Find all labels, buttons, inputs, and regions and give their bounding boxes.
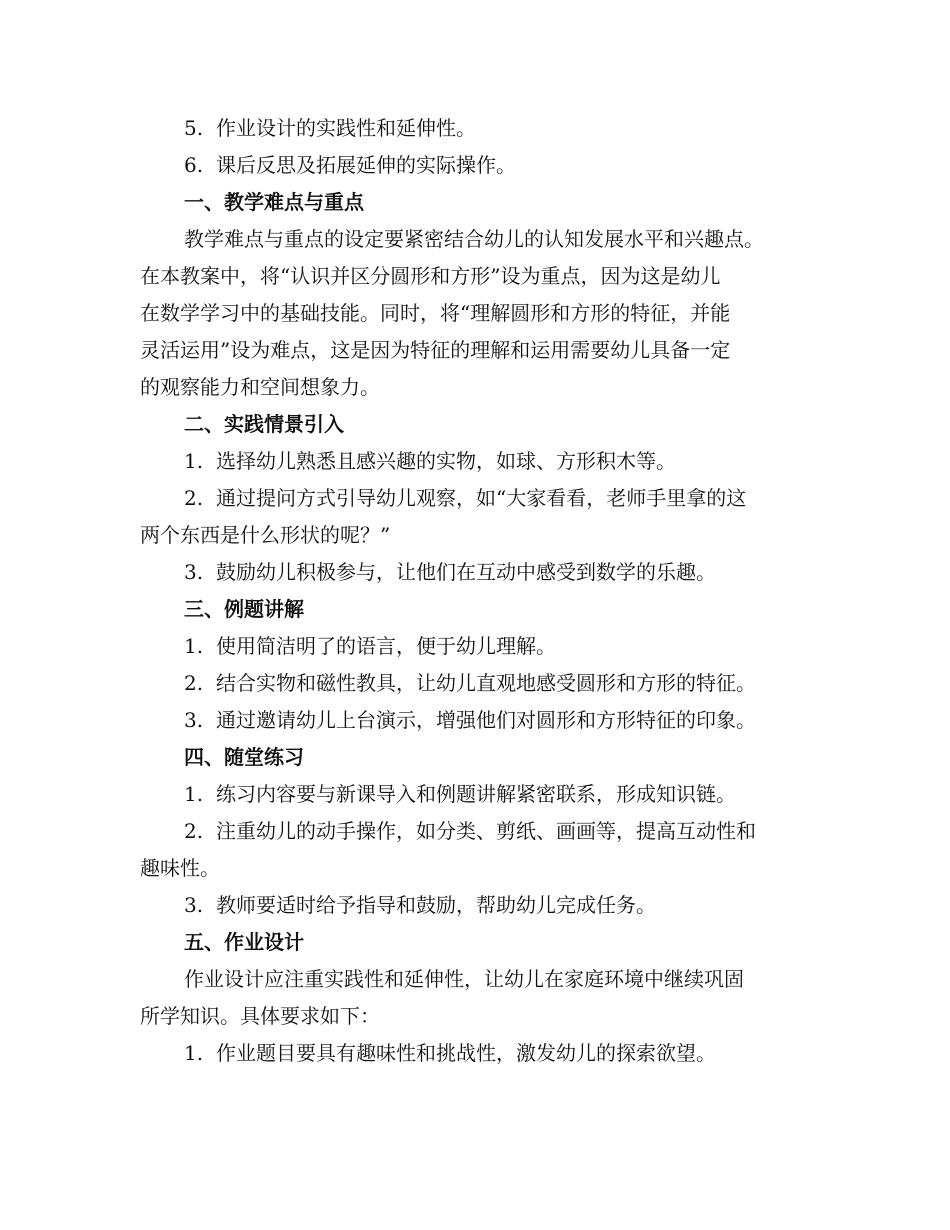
- list-item-number: 3.: [184, 708, 204, 732]
- list-item-text: 选择幼儿熟悉且感兴趣的实物，如球、方形积木等。: [216, 449, 676, 473]
- list-item-number: 2.: [184, 671, 204, 695]
- list-item-line: [140, 628, 810, 665]
- list-item-line: 趣味性。: [140, 856, 220, 880]
- list-item-number: 5.: [184, 116, 204, 140]
- list-item-line: [140, 480, 810, 517]
- list-item-text: 注重幼儿的动手操作，如分类、剪纸、画画等，提高互动性和: [216, 819, 756, 843]
- list-item-number: 3.: [184, 893, 204, 917]
- list-item-line: [140, 813, 810, 850]
- paragraph-line: 教学难点与重点的设定要紧密结合幼儿的认知发展水平和兴趣点。: [184, 227, 764, 251]
- list-item-line: [140, 887, 810, 924]
- section-heading: 五、作业设计: [184, 930, 304, 954]
- list-item-line: [140, 702, 810, 739]
- section-heading: 一、教学难点与重点: [184, 190, 364, 214]
- list-item-line: [140, 1035, 810, 1072]
- list-item-number: 2.: [184, 819, 204, 843]
- section-heading: 二、实践情景引入: [184, 412, 344, 436]
- list-item-number: 6.: [184, 153, 204, 177]
- document-page: [140, 110, 810, 1072]
- paragraph-line: 所学知识。具体要求如下：: [140, 1004, 380, 1028]
- list-item-text: 通过邀请幼儿上台演示，增强他们对圆形和方形特征的印象。: [216, 708, 756, 732]
- paragraph-line: 作业设计应注重实践性和延伸性，让幼儿在家庭环境中继续巩固: [184, 967, 744, 991]
- list-item-line: [140, 147, 810, 184]
- paragraph-line: 在数学学习中的基础技能。同时，将“理解圆形和方形的特征，并能: [140, 301, 731, 325]
- list-item-text: 教师要适时给予指导和鼓励，帮助幼儿完成任务。: [216, 893, 656, 917]
- list-item-number: 1.: [184, 1041, 204, 1065]
- list-item-text: 练习内容要与新课导入和例题讲解紧密联系，形成知识链。: [216, 782, 736, 806]
- list-item-number: 3.: [184, 560, 204, 584]
- list-item-number: 1.: [184, 449, 204, 473]
- list-item-text: 鼓励幼儿积极参与，让他们在互动中感受到数学的乐趣。: [216, 560, 716, 584]
- list-item-line: [140, 554, 810, 591]
- paragraph-line: 的观察能力和空间想象力。: [140, 375, 380, 399]
- section-heading: 四、随堂练习: [184, 745, 304, 769]
- list-item-text: 结合实物和磁性教具，让幼儿直观地感受圆形和方形的特征。: [216, 671, 756, 695]
- list-item-line: [140, 110, 810, 147]
- list-item-number: 1.: [184, 634, 204, 658]
- list-item-text: 课后反思及拓展延伸的实际操作。: [216, 153, 516, 177]
- list-item-text: 作业题目要具有趣味性和挑战性，激发幼儿的探索欲望。: [216, 1041, 716, 1065]
- list-item-text: 通过提问方式引导幼儿观察，如“大家看看，老师手里拿的这: [216, 486, 747, 510]
- paragraph-line: 灵活运用”设为难点，这是因为特征的理解和运用需要幼儿具备一定: [140, 338, 731, 362]
- section-heading: 三、例题讲解: [184, 597, 304, 621]
- list-item-line: [140, 665, 810, 702]
- list-item-line: 两个东西是什么形状的呢？”: [140, 523, 391, 547]
- list-item-number: 1.: [184, 782, 204, 806]
- list-item-number: 2.: [184, 486, 204, 510]
- paragraph-line: 在本教案中，将“认识并区分圆形和方形”设为重点，因为这是幼儿: [140, 264, 721, 288]
- list-item-text: 使用简洁明了的语言，便于幼儿理解。: [216, 634, 556, 658]
- list-item-line: [140, 776, 810, 813]
- list-item-line: [140, 443, 810, 480]
- list-item-text: 作业设计的实践性和延伸性。: [216, 116, 476, 140]
